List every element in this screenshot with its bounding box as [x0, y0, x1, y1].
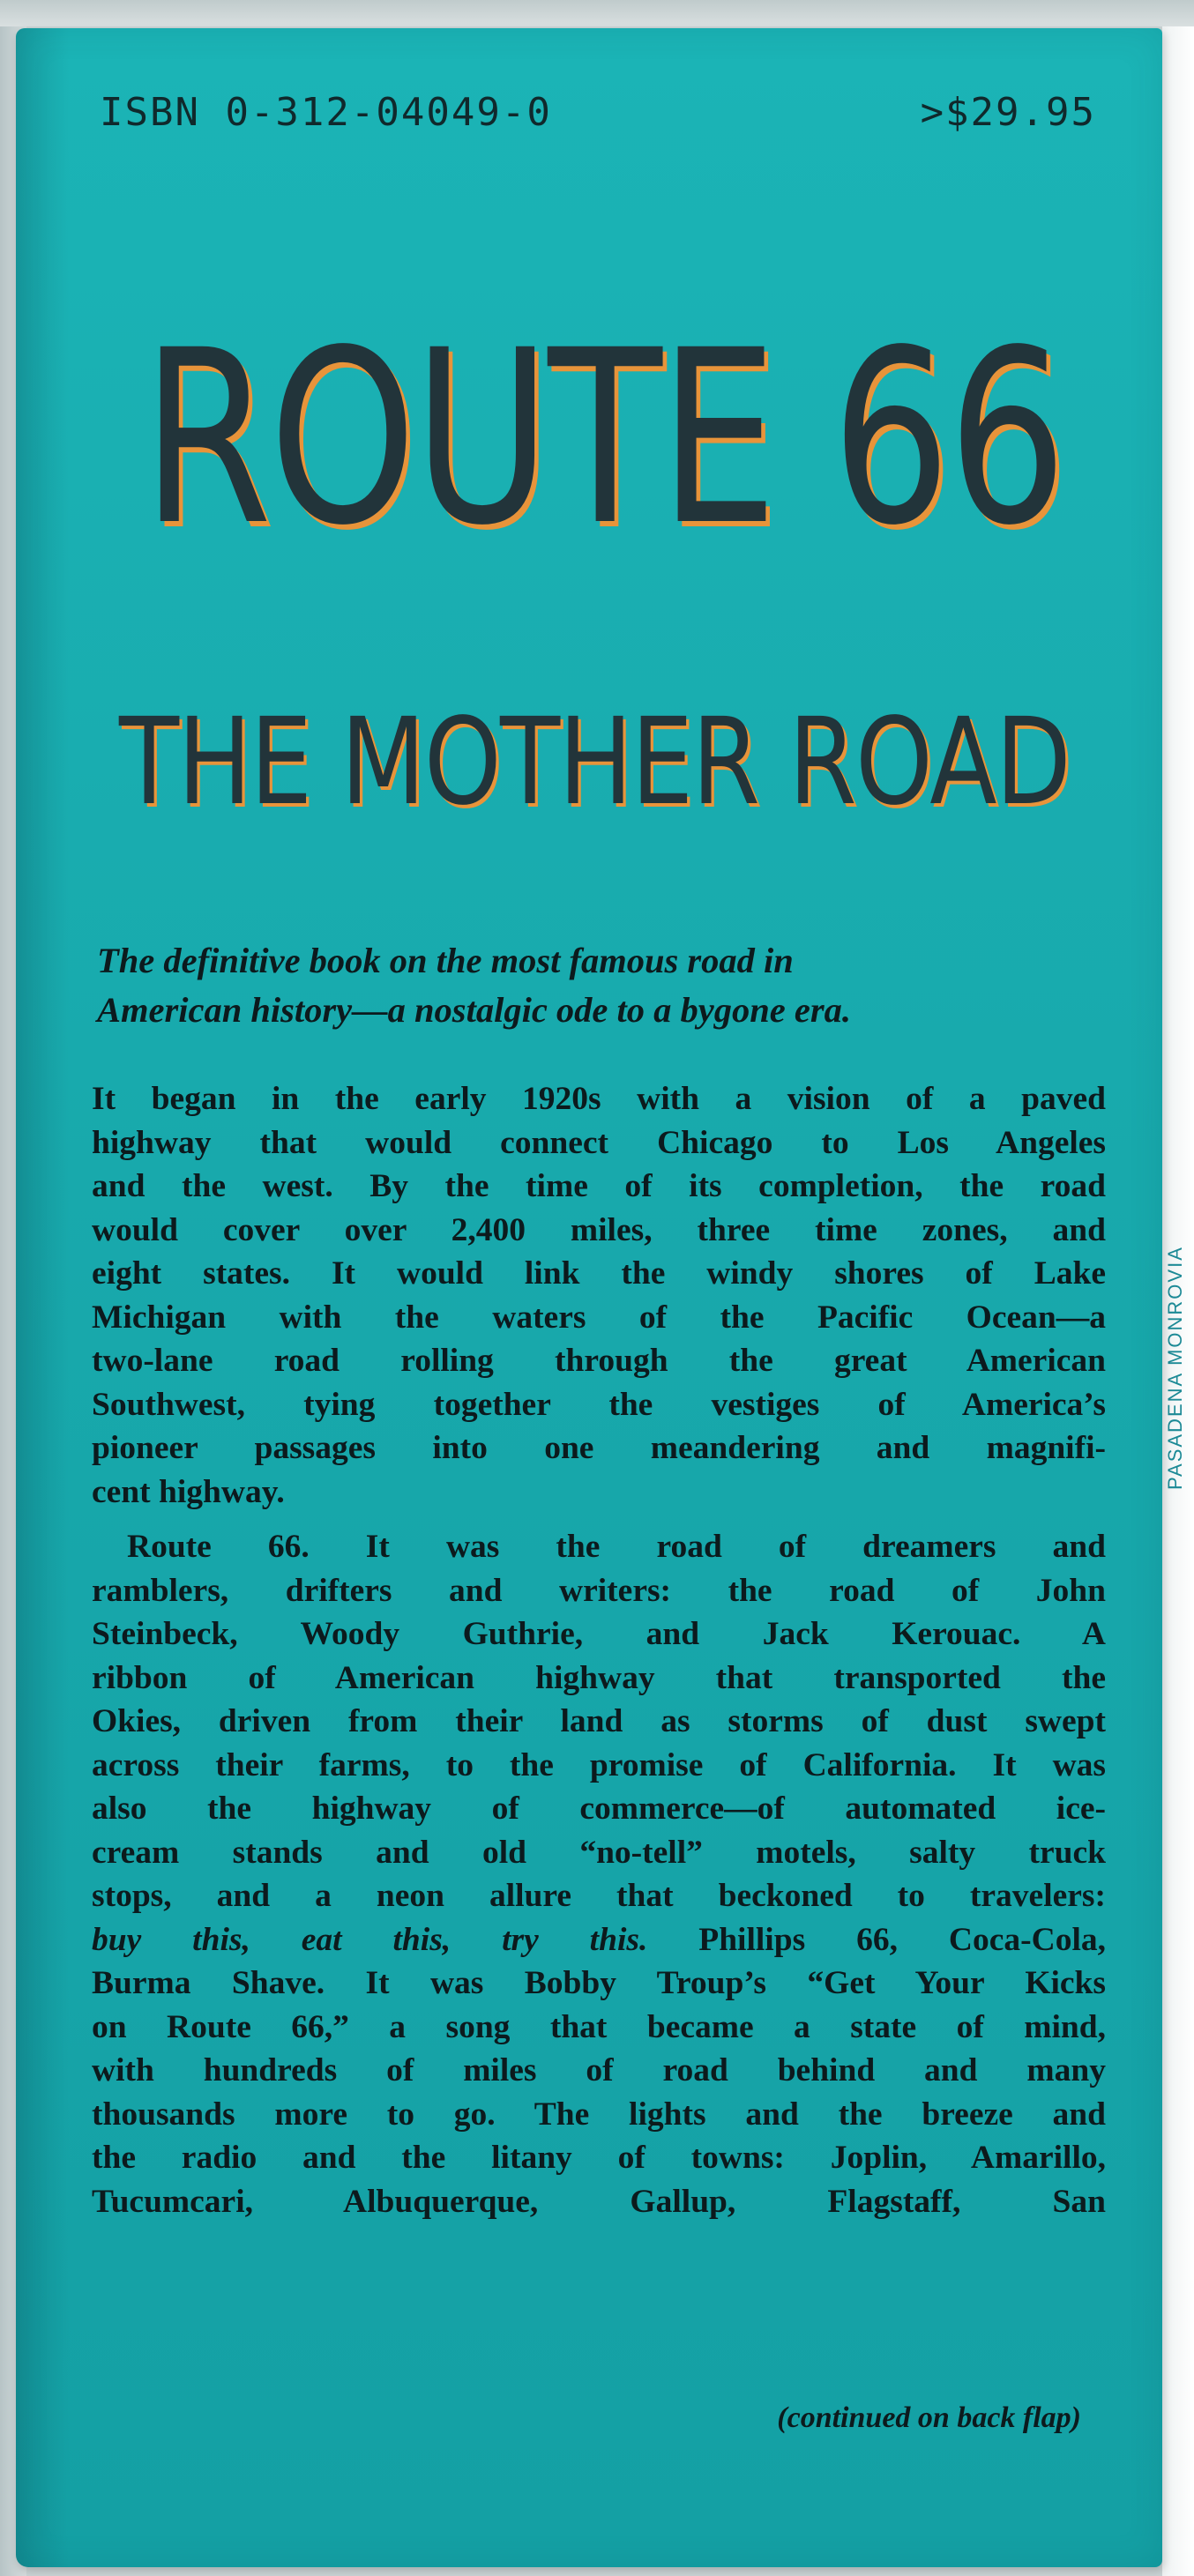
- paragraph-line: cent highway.: [92, 1473, 285, 1510]
- tagline-line: The definitive book on the most famous road in: [97, 941, 794, 980]
- neighbor-page-text: PASADENA MONROVIA: [1164, 1246, 1186, 1490]
- paragraph-line: Okies, driven from their land as storms of dust swept: [92, 1703, 1106, 1739]
- paragraph-line: would cover over 2,400 miles, three time zones, and: [92, 1211, 1106, 1248]
- paragraph-line-mixed: [92, 1918, 1106, 1962]
- paragraph-line: and the west. By the time of its completion, the road: [92, 1168, 1106, 1204]
- flap-shadow: [16, 28, 69, 2567]
- book-subtitle: THE MOTHER ROAD: [119, 693, 1071, 832]
- paragraph-line: across their farms, to the promise of California. It was: [92, 1746, 1106, 1783]
- paragraph-line: on Route 66,” a song that became a state of mind,: [92, 2008, 1106, 2045]
- flap-header: [100, 90, 1096, 143]
- paragraph-line: pioneer passages into one meandering and magnifi-: [92, 1430, 1106, 1466]
- tagline: [97, 936, 1102, 1035]
- paragraph-line: Southwest, tying together the vestiges of America’s: [92, 1386, 1106, 1423]
- paragraph-line: Steinbeck, Woody Guthrie, and Jack Kerouac. A: [92, 1616, 1106, 1652]
- paragraph-line: two-lane road rolling through the great American: [92, 1343, 1106, 1379]
- background-top: [0, 0, 1194, 26]
- paragraph-line: cream stands and old “no-tell” motels, salty truck: [92, 1834, 1106, 1871]
- paragraph-line: the radio and the litany of towns: Joplin, Amarillo,: [92, 2140, 1106, 2176]
- paragraph-line: thousands more to go. The lights and the breeze and: [92, 2096, 1106, 2133]
- paragraph-2: [92, 1525, 1106, 2223]
- paragraph-line: eight states. It would link the windy shores of Lake: [92, 1255, 1106, 1292]
- paragraph-line: also the highway of commerce—of automated ice-: [92, 1791, 1106, 1827]
- continued-note: (continued on back flap): [777, 2401, 1081, 2434]
- isbn-number: ISBN 0-312-04049-0: [100, 90, 552, 135]
- paragraph-line: highway that would connect Chicago to Los Angeles: [92, 1124, 1106, 1161]
- paragraph-line: ribbon of American highway that transported the: [92, 1659, 1106, 1696]
- paragraph-1: [92, 1077, 1106, 1514]
- paragraph-line: ramblers, drifters and writers: the road of John: [92, 1572, 1106, 1609]
- paragraph-line: Route 66. It was the road of dreamers and: [127, 1529, 1106, 1565]
- book-jacket-flap: [16, 28, 1162, 2567]
- paragraph-line: It began in the early 1920s with a vision of a paved: [92, 1081, 1106, 1117]
- price-label: >$29.95: [920, 90, 1096, 135]
- italic-phrase: buy this, eat this, try this.: [92, 1921, 648, 1958]
- tagline-line: American history—a nostalgic ode to a bygone era.: [97, 990, 851, 1030]
- paragraph-line-tail: Phillips 66, Coca-Cola,: [698, 1921, 1106, 1958]
- book-title: ROUTE 66: [142, 300, 1064, 578]
- paragraph-line: Tucumcari, Albuquerque, Gallup, Flagstaff, San: [92, 2183, 1106, 2220]
- paragraph-line: Michigan with the waters of the Pacific Ocean—a: [92, 1299, 1106, 1336]
- paragraph-line: with hundreds of miles of road behind and many: [92, 2052, 1106, 2088]
- paragraph-line: Burma Shave. It was Bobby Troup’s “Get Your Kicks: [92, 1965, 1106, 2001]
- paragraph-line: stops, and a neon allure that beckoned to travelers:: [92, 1878, 1106, 1914]
